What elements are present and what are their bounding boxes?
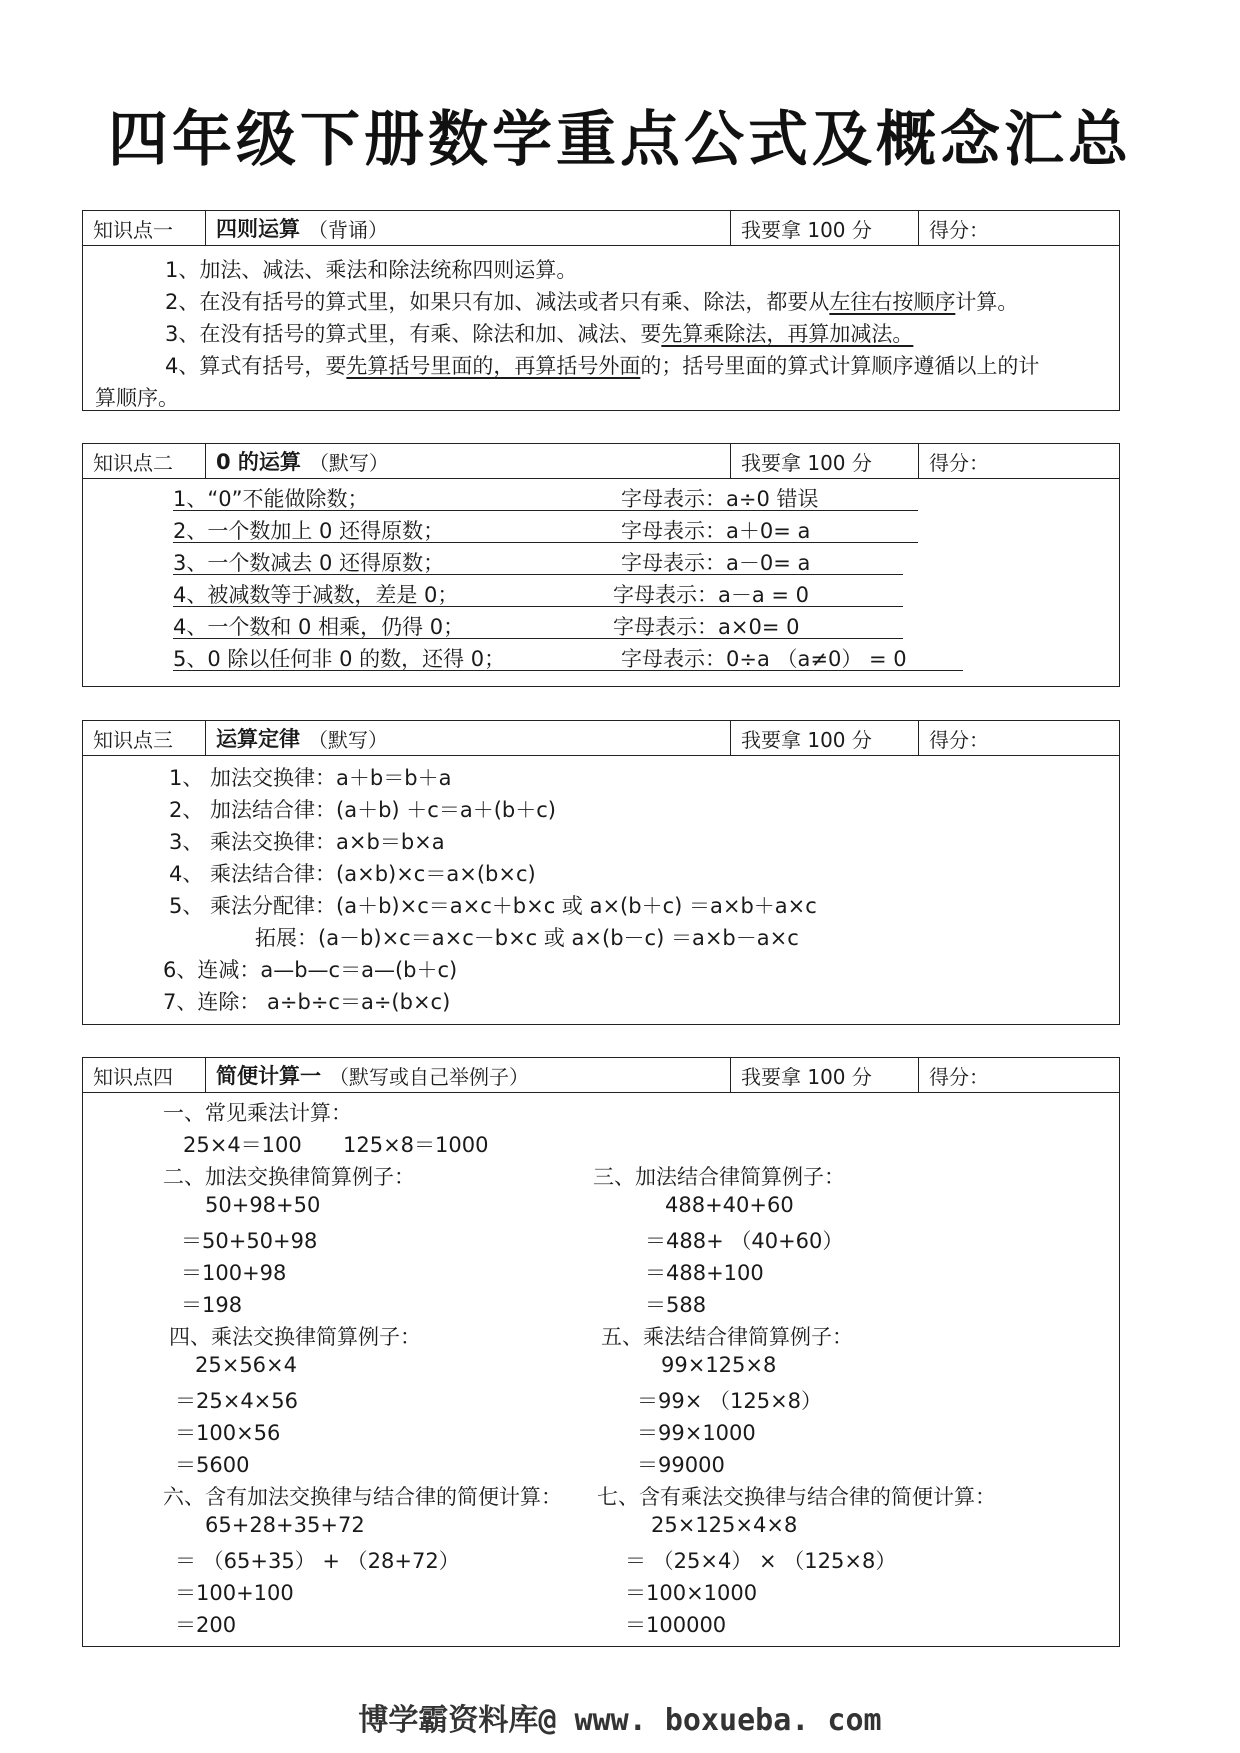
calc-line: ＝588: [645, 1293, 707, 1317]
calc-line: ＝ （65+35） + （28+72）: [175, 1549, 460, 1573]
underline: [173, 510, 918, 511]
calc-line: ＝488+100: [645, 1261, 764, 1285]
sub-heading: 七、含有乘法交换律与结合律的简便计算：: [597, 1485, 996, 1509]
rule-line: 3、在没有括号的算式里，有乘、除法和加、减法、要先算乘除法，再算加减法。: [165, 322, 914, 346]
section-topic: [206, 444, 731, 478]
law-line: 7、连除： a÷b÷c＝a÷(b×c): [163, 990, 451, 1014]
score-field[interactable]: 得分：: [929, 1064, 989, 1089]
zero-rule-text: 3、一个数减去 0 还得原数；: [173, 551, 445, 575]
calc-line: 488+40+60: [665, 1193, 794, 1217]
calc-line: 50+98+50: [205, 1193, 321, 1217]
topic-name: 0 的运算: [216, 450, 301, 474]
footer-watermark: 博学霸资料库@ www. boxueba. com: [358, 1703, 882, 1738]
law-line: 拓展：(a－b)×c＝a×c－b×c 或 a×(b－c) ＝a×b－a×c: [255, 926, 799, 950]
sub-heading: 五、乘法结合律简算例子：: [601, 1325, 853, 1349]
score-field[interactable]: 得分：: [929, 727, 989, 752]
underline: [173, 574, 903, 575]
sub-heading: 二、加法交换律简算例子：: [163, 1165, 415, 1189]
sub-heading: 一、常见乘法计算：: [163, 1101, 352, 1125]
calc-line: ＝50+50+98: [181, 1229, 318, 1253]
topic-name: 简便计算一: [216, 1064, 321, 1088]
calc-line: ＝5600: [175, 1453, 250, 1477]
calc-line: ＝488+ （40+60）: [645, 1229, 844, 1253]
underline: [173, 542, 918, 543]
section-topic: [206, 211, 731, 245]
section-header: [83, 444, 1119, 479]
score-field[interactable]: 得分：: [929, 450, 989, 475]
sub-heading: 四、乘法交换律简算例子：: [169, 1325, 421, 1349]
calc-line: ＝100×56: [175, 1421, 281, 1445]
calc-line: ＝100×1000: [625, 1581, 758, 1605]
section-header: [83, 211, 1119, 246]
calc-line: ＝198: [181, 1293, 243, 1317]
zero-rule-text: 5、0 除以任何非 0 的数，还得 0；: [173, 647, 506, 671]
calc-line: 25×56×4: [195, 1353, 297, 1377]
zero-rule-formula: 字母表示：a－0= a: [621, 551, 811, 575]
calc-line: ＝100+98: [181, 1261, 287, 1285]
law-line: 1、 加法交换律：a＋b＝b＋a: [169, 766, 452, 790]
calc-line: ＝ （25×4） × （125×8）: [625, 1549, 897, 1573]
section-label: 知识点四: [83, 1058, 206, 1092]
law-line: 3、 乘法交换律：a×b＝b×a: [169, 830, 445, 854]
calc-line: ＝100+100: [175, 1581, 294, 1605]
section-3: [82, 720, 1120, 1025]
topic-mode: （默写）: [308, 727, 388, 752]
calc-line: ＝25×4×56: [175, 1389, 298, 1413]
goal-text: 我要拿 100 分: [731, 444, 919, 478]
topic-name: 运算定律: [216, 727, 300, 751]
section-topic: [206, 1058, 731, 1092]
calc-line: ＝99×1000: [637, 1421, 756, 1445]
topic-mode: （背诵）: [308, 217, 388, 242]
zero-rule-formula: 字母表示：a÷0 错误: [621, 487, 819, 511]
zero-rule-formula: 字母表示：a×0= 0: [613, 615, 800, 639]
calc-line: ＝100000: [625, 1613, 727, 1637]
section-header: [83, 721, 1119, 756]
underline: [173, 638, 903, 639]
law-line: 5、 乘法分配律：(a＋b)×c＝a×c＋b×c 或 a×(b＋c) ＝a×b＋a×c: [169, 894, 817, 918]
calc-line: ＝200: [175, 1613, 237, 1637]
zero-rule-text: 4、被减数等于减数，差是 0；: [173, 583, 459, 607]
section-label: 知识点三: [83, 721, 206, 755]
goal-text: 我要拿 100 分: [731, 721, 919, 755]
rule-line: 算顺序。: [95, 386, 179, 410]
calc-line: 99×125×8: [661, 1353, 777, 1377]
zero-rule-text: 1、“0”不能做除数；: [173, 487, 369, 511]
zero-rule-formula: 字母表示：0÷a （a≠0） = 0: [621, 647, 907, 671]
section-4: [82, 1057, 1120, 1647]
sub-heading: 三、加法结合律简算例子：: [593, 1165, 845, 1189]
rule-line: 2、在没有括号的算式里，如果只有加、减法或者只有乘、除法，都要从左往右按顺序计算。: [165, 290, 1019, 314]
calc-line: ＝99000: [637, 1453, 725, 1477]
section-topic: [206, 721, 731, 755]
law-line: 4、 乘法结合律：(a×b)×c＝a×(b×c): [169, 862, 536, 886]
score-field[interactable]: 得分：: [929, 217, 989, 242]
calc-line: 25×4＝100: [183, 1133, 302, 1157]
section-header: [83, 1058, 1119, 1093]
goal-text: 我要拿 100 分: [731, 1058, 919, 1092]
law-line: 6、连减：a—b—c＝a—(b＋c): [163, 958, 458, 982]
calc-line: 125×8＝1000: [343, 1133, 489, 1157]
topic-name: 四则运算: [216, 217, 300, 241]
rule-line: 4、算式有括号，要先算括号里面的，再算括号外面的；括号里面的算式计算顺序遵循以上的计: [165, 354, 1040, 378]
zero-rule-text: 4、一个数和 0 相乘，仍得 0；: [173, 615, 465, 639]
topic-mode: （默写）: [308, 450, 389, 475]
page-title: 四年级下册数学重点公式及概念汇总: [108, 105, 1132, 175]
goal-text: 我要拿 100 分: [731, 211, 919, 245]
rule-line: 1、加法、减法、乘法和除法统称四则运算。: [165, 258, 578, 282]
sub-heading: 六、含有加法交换律与结合律的简便计算：: [163, 1485, 562, 1509]
calc-line: 65+28+35+72: [205, 1513, 365, 1537]
underline: [173, 606, 903, 607]
section-label: 知识点一: [83, 211, 206, 245]
zero-rule-formula: 字母表示：a＋0= a: [621, 519, 811, 543]
zero-rule-text: 2、一个数加上 0 还得原数；: [173, 519, 445, 543]
topic-mode: （默写或自己举例子）: [329, 1064, 529, 1089]
section-1: [82, 210, 1120, 411]
zero-rule-formula: 字母表示：a－a = 0: [613, 583, 810, 607]
section-2: [82, 443, 1120, 687]
section-label: 知识点二: [83, 444, 206, 478]
calc-line: ＝99× （125×8）: [637, 1389, 823, 1413]
underline: [173, 670, 963, 671]
law-line: 2、 加法结合律：(a＋b) ＋c＝a＋(b＋c): [169, 798, 556, 822]
calc-line: 25×125×4×8: [651, 1513, 798, 1537]
